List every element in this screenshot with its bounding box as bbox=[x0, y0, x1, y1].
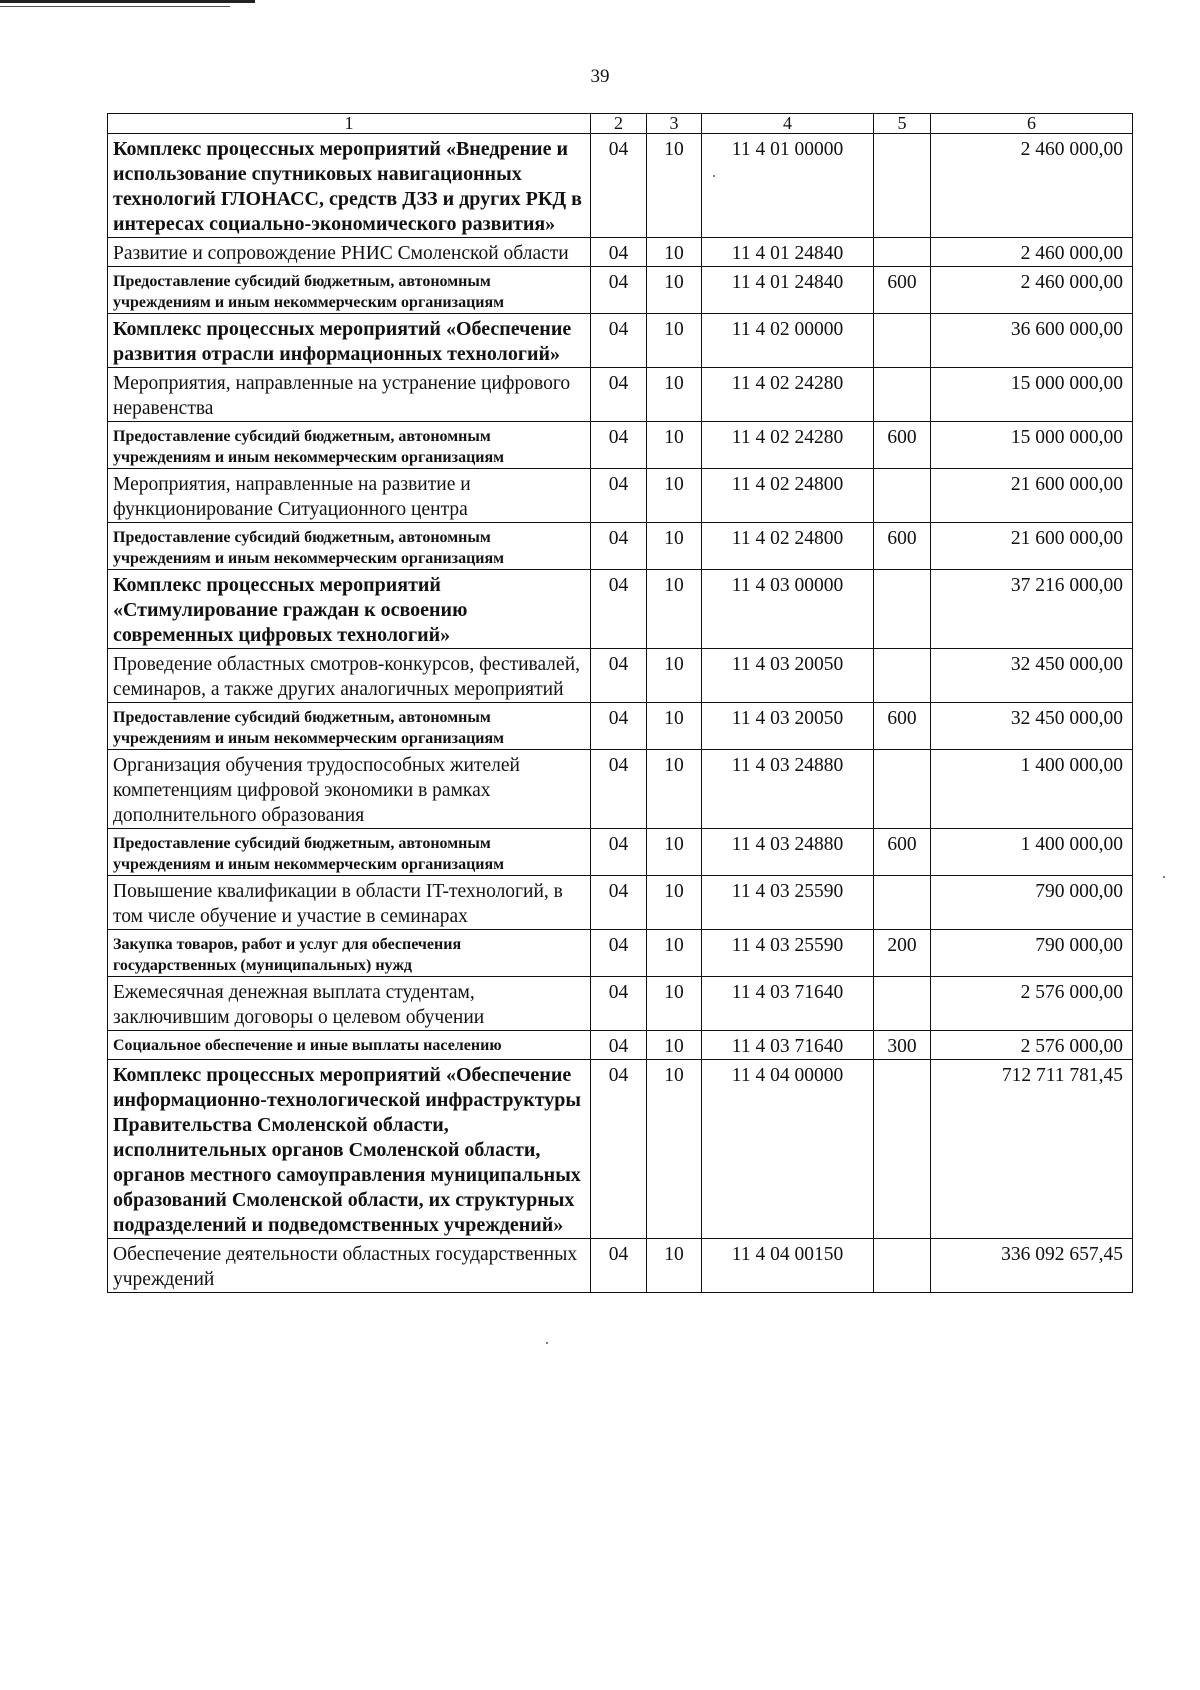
expense-type-cell bbox=[874, 1239, 931, 1293]
budget-table bbox=[107, 113, 1133, 1293]
section-cell: 04 bbox=[591, 368, 647, 422]
target-article-cell: 11 4 03 71640 bbox=[702, 1031, 874, 1060]
expense-type-cell bbox=[874, 238, 931, 267]
amount-cell: 712 711 781,45 bbox=[931, 1060, 1133, 1239]
subsection-cell: 10 bbox=[647, 829, 702, 876]
section-cell: 04 bbox=[591, 314, 647, 368]
description-cell: Комплекс процессных мероприятий «Обеспечение информационно-технологической инфраструктуры Правительства Смоленской области, исполнительных органов Смоленской области, органов местного самоуправления муниципальных образований Смоленской области, их структурных подразделений и подведомственных учреждений» bbox=[108, 1060, 591, 1239]
subsection-cell: 10 bbox=[647, 570, 702, 649]
subsection-cell: 10 bbox=[647, 314, 702, 368]
description-cell: Предоставление субсидий бюджетным, автономным учреждениям и иным некоммерческим организациям bbox=[108, 829, 591, 876]
expense-type-cell: 600 bbox=[874, 829, 931, 876]
subsection-cell: 10 bbox=[647, 1239, 702, 1293]
table-row bbox=[108, 876, 1133, 930]
amount-cell: 2 576 000,00 bbox=[931, 977, 1133, 1031]
subsection-cell: 10 bbox=[647, 977, 702, 1031]
subsection-cell: 10 bbox=[647, 750, 702, 829]
subsection-cell: 10 bbox=[647, 930, 702, 977]
scan-speck bbox=[546, 1342, 548, 1344]
subsection-cell: 10 bbox=[647, 469, 702, 523]
expense-type-cell bbox=[874, 469, 931, 523]
description-cell: Ежемесячная денежная выплата студентам, заключившим договоры о целевом обучении bbox=[108, 977, 591, 1031]
amount-cell: 32 450 000,00 bbox=[931, 703, 1133, 750]
expense-type-cell bbox=[874, 1060, 931, 1239]
description-cell: Комплекс процессных мероприятий «Стимулирование граждан к освоению современных цифровых технологий» bbox=[108, 570, 591, 649]
expense-type-cell: 600 bbox=[874, 523, 931, 570]
target-article-cell: 11 4 02 00000 bbox=[702, 314, 874, 368]
amount-cell: 36 600 000,00 bbox=[931, 314, 1133, 368]
amount-cell: 21 600 000,00 bbox=[931, 469, 1133, 523]
table-row bbox=[108, 422, 1133, 469]
table-header-row bbox=[108, 114, 1133, 134]
table-row bbox=[108, 238, 1133, 267]
expense-type-cell: 200 bbox=[874, 930, 931, 977]
section-cell: 04 bbox=[591, 1031, 647, 1060]
table-row bbox=[108, 523, 1133, 570]
description-cell: Комплекс процессных мероприятий «Обеспечение развития отрасли информационных технологий» bbox=[108, 314, 591, 368]
section-cell: 04 bbox=[591, 977, 647, 1031]
expense-type-cell bbox=[874, 368, 931, 422]
subsection-cell: 10 bbox=[647, 876, 702, 930]
target-article-cell: 11 4 04 00150 bbox=[702, 1239, 874, 1293]
amount-cell: 2 460 000,00 bbox=[931, 134, 1133, 238]
table-row bbox=[108, 1060, 1133, 1239]
description-cell: Предоставление субсидий бюджетным, автономным учреждениям и иным некоммерческим организациям bbox=[108, 523, 591, 570]
expense-type-cell bbox=[874, 876, 931, 930]
header-cell: 1 bbox=[108, 114, 591, 134]
amount-cell: 37 216 000,00 bbox=[931, 570, 1133, 649]
expense-type-cell bbox=[874, 977, 931, 1031]
header-cell: 3 bbox=[647, 114, 702, 134]
table-row bbox=[108, 368, 1133, 422]
description-cell: Закупка товаров, работ и услуг для обеспечения государственных (муниципальных) нужд bbox=[108, 930, 591, 977]
table-row bbox=[108, 829, 1133, 876]
table-row bbox=[108, 267, 1133, 314]
expense-type-cell bbox=[874, 570, 931, 649]
section-cell: 04 bbox=[591, 570, 647, 649]
scan-speck bbox=[1163, 876, 1165, 878]
target-article-cell: 11 4 01 24840 bbox=[702, 267, 874, 314]
subsection-cell: 10 bbox=[647, 1060, 702, 1239]
section-cell: 04 bbox=[591, 703, 647, 750]
scan-speck bbox=[713, 175, 715, 177]
target-article-cell: 11 4 03 20050 bbox=[702, 703, 874, 750]
expense-type-cell: 300 bbox=[874, 1031, 931, 1060]
table-row bbox=[108, 134, 1133, 238]
target-article-cell: 11 4 03 24880 bbox=[702, 829, 874, 876]
amount-cell: 790 000,00 bbox=[931, 930, 1133, 977]
scan-edge-line-thin bbox=[0, 6, 230, 7]
description-cell: Повышение квалификации в области IT-технологий, в том числе обучение и участие в семинарах bbox=[108, 876, 591, 930]
amount-cell: 336 092 657,45 bbox=[931, 1239, 1133, 1293]
table-row bbox=[108, 469, 1133, 523]
section-cell: 04 bbox=[591, 1239, 647, 1293]
target-article-cell: 11 4 03 20050 bbox=[702, 649, 874, 703]
target-article-cell: 11 4 03 24880 bbox=[702, 750, 874, 829]
subsection-cell: 10 bbox=[647, 134, 702, 238]
section-cell: 04 bbox=[591, 649, 647, 703]
amount-cell: 790 000,00 bbox=[931, 876, 1133, 930]
expense-type-cell: 600 bbox=[874, 267, 931, 314]
amount-cell: 1 400 000,00 bbox=[931, 829, 1133, 876]
description-cell: Мероприятия, направленные на устранение цифрового неравенства bbox=[108, 368, 591, 422]
description-cell: Обеспечение деятельности областных государственных учреждений bbox=[108, 1239, 591, 1293]
target-article-cell: 11 4 03 00000 bbox=[702, 570, 874, 649]
description-cell: Социальное обеспечение и иные выплаты населению bbox=[108, 1031, 591, 1060]
amount-cell: 15 000 000,00 bbox=[931, 368, 1133, 422]
subsection-cell: 10 bbox=[647, 523, 702, 570]
amount-cell: 1 400 000,00 bbox=[931, 750, 1133, 829]
subsection-cell: 10 bbox=[647, 368, 702, 422]
table-row bbox=[108, 1031, 1133, 1060]
target-article-cell: 11 4 02 24800 bbox=[702, 523, 874, 570]
table-row bbox=[108, 930, 1133, 977]
table-row bbox=[108, 1239, 1133, 1293]
section-cell: 04 bbox=[591, 829, 647, 876]
subsection-cell: 10 bbox=[647, 422, 702, 469]
description-cell: Предоставление субсидий бюджетным, автономным учреждениям и иным некоммерческим организациям bbox=[108, 703, 591, 750]
subsection-cell: 10 bbox=[647, 649, 702, 703]
amount-cell: 2 460 000,00 bbox=[931, 238, 1133, 267]
expense-type-cell bbox=[874, 750, 931, 829]
header-cell: 4 bbox=[702, 114, 874, 134]
expense-type-cell bbox=[874, 134, 931, 238]
target-article-cell: 11 4 03 25590 bbox=[702, 876, 874, 930]
page-number: 39 bbox=[590, 66, 610, 87]
table-row bbox=[108, 649, 1133, 703]
header-cell: 6 bbox=[931, 114, 1133, 134]
expense-type-cell: 600 bbox=[874, 422, 931, 469]
target-article-cell: 11 4 03 25590 bbox=[702, 930, 874, 977]
section-cell: 04 bbox=[591, 930, 647, 977]
table-row bbox=[108, 703, 1133, 750]
table-row bbox=[108, 314, 1133, 368]
target-article-cell: 11 4 01 24840 bbox=[702, 238, 874, 267]
section-cell: 04 bbox=[591, 1060, 647, 1239]
section-cell: 04 bbox=[591, 523, 647, 570]
target-article-cell: 11 4 04 00000 bbox=[702, 1060, 874, 1239]
amount-cell: 2 576 000,00 bbox=[931, 1031, 1133, 1060]
description-cell: Комплекс процессных мероприятий «Внедрение и использование спутниковых навигационных технологий ГЛОНАСС, средств ДЗЗ и других РКД в интересах социально-экономического развития» bbox=[108, 134, 591, 238]
subsection-cell: 10 bbox=[647, 1031, 702, 1060]
target-article-cell: 11 4 02 24280 bbox=[702, 368, 874, 422]
target-article-cell: 11 4 02 24280 bbox=[702, 422, 874, 469]
description-cell: Мероприятия, направленные на развитие и функционирование Ситуационного центра bbox=[108, 469, 591, 523]
subsection-cell: 10 bbox=[647, 703, 702, 750]
section-cell: 04 bbox=[591, 238, 647, 267]
amount-cell: 21 600 000,00 bbox=[931, 523, 1133, 570]
table-row bbox=[108, 977, 1133, 1031]
section-cell: 04 bbox=[591, 469, 647, 523]
expense-type-cell bbox=[874, 649, 931, 703]
amount-cell: 2 460 000,00 bbox=[931, 267, 1133, 314]
section-cell: 04 bbox=[591, 134, 647, 238]
section-cell: 04 bbox=[591, 267, 647, 314]
target-article-cell: 11 4 01 00000 bbox=[702, 134, 874, 238]
expense-type-cell: 600 bbox=[874, 703, 931, 750]
amount-cell: 32 450 000,00 bbox=[931, 649, 1133, 703]
expense-type-cell bbox=[874, 314, 931, 368]
header-cell: 2 bbox=[591, 114, 647, 134]
subsection-cell: 10 bbox=[647, 238, 702, 267]
amount-cell: 15 000 000,00 bbox=[931, 422, 1133, 469]
header-cell: 5 bbox=[874, 114, 931, 134]
section-cell: 04 bbox=[591, 750, 647, 829]
target-article-cell: 11 4 02 24800 bbox=[702, 469, 874, 523]
description-cell: Проведение областных смотров-конкурсов, фестивалей, семинаров, а также других аналогичных мероприятий bbox=[108, 649, 591, 703]
section-cell: 04 bbox=[591, 876, 647, 930]
description-cell: Предоставление субсидий бюджетным, автономным учреждениям и иным некоммерческим организациям bbox=[108, 422, 591, 469]
target-article-cell: 11 4 03 71640 bbox=[702, 977, 874, 1031]
subsection-cell: 10 bbox=[647, 267, 702, 314]
table-row bbox=[108, 750, 1133, 829]
description-cell: Организация обучения трудоспособных жителей компетенциям цифровой экономики в рамках дополнительного образования bbox=[108, 750, 591, 829]
table-row bbox=[108, 570, 1133, 649]
section-cell: 04 bbox=[591, 422, 647, 469]
scan-edge-line bbox=[0, 0, 255, 3]
description-cell: Предоставление субсидий бюджетным, автономным учреждениям и иным некоммерческим организациям bbox=[108, 267, 591, 314]
description-cell: Развитие и сопровождение РНИС Смоленской области bbox=[108, 238, 591, 267]
